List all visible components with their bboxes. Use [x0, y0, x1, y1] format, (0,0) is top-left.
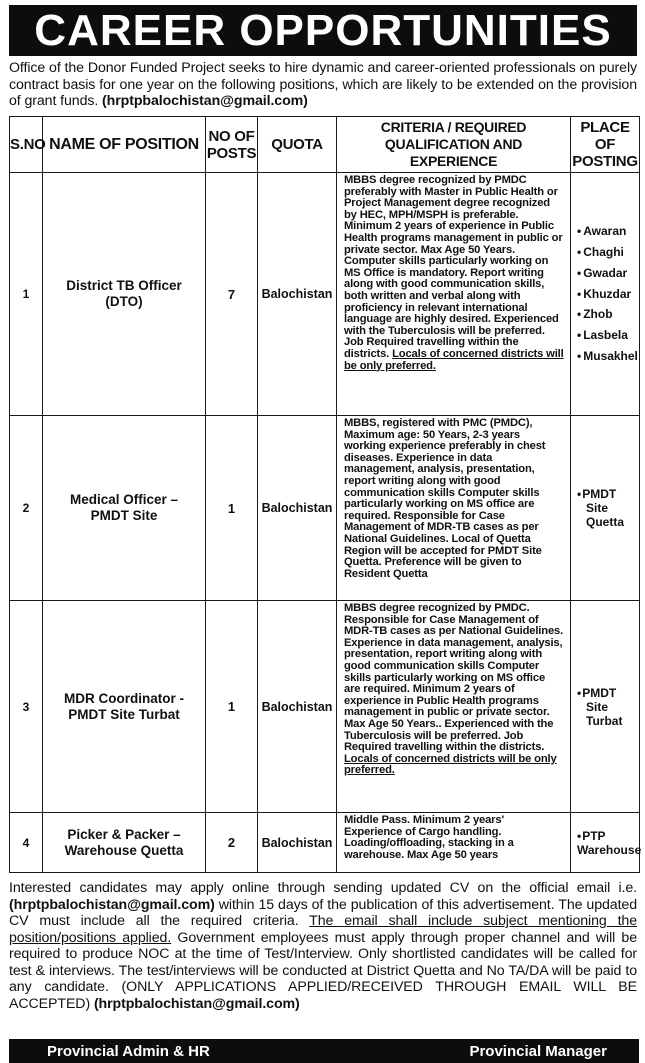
list-item: • Awaran	[577, 221, 639, 242]
row-position-name: MDR Coordinator -PMDT Site Turbat	[43, 601, 206, 813]
row-quota: Balochistan	[258, 813, 337, 873]
row-criteria	[337, 416, 571, 601]
place-list	[577, 221, 639, 367]
row-sno: 1	[10, 173, 43, 416]
criteria-underlined-text: Locals of concerned districts will be only preferred.	[344, 752, 557, 777]
criteria-text: MBBS, registered with PMC (PMDC), Maximum age: 50 Years, 2-3 years working experience preferably in chest diseases. Experience in data management, analysis, presentation, report writing along with good communication skills Computer skills particularly working on MS office are required. Responsible for Case Management of MDR-TB cases as per National Guidelines. Local of Quetta Region will be accepted for PMDT Site Quetta. Preference will be given to Resident Quetta	[344, 417, 546, 580]
row-place	[571, 416, 640, 601]
table-header-row	[10, 117, 640, 173]
row-criteria	[337, 813, 571, 873]
criteria-text: Middle Pass. Minimum 2 years' Experience of Cargo handling. Loading/offloading, stacking in a warehouse. Max Age 50 years	[344, 814, 514, 861]
list-item: • Lasbela	[577, 325, 639, 346]
row-place	[571, 173, 640, 416]
row-criteria	[337, 173, 571, 416]
row-quota: Balochistan	[258, 173, 337, 416]
closing-text-1: Interested candidates may apply online through sending updated CV on the official email i.e.	[9, 880, 637, 896]
intro-text: Office of the Donor Funded Project seeks to hire dynamic and career-oriented professionals on purely contract basis for one year on the following positions, which are likely to be extended on the provision of grant funds.	[9, 60, 637, 109]
page-title: CAREER OPPORTUNITIES	[9, 5, 637, 56]
place-block	[577, 686, 639, 728]
list-item: • Gwadar	[577, 263, 639, 284]
row-quota: Balochistan	[258, 601, 337, 813]
row-sno: 3	[10, 601, 43, 813]
place-line: •PMDT	[577, 487, 617, 501]
criteria-underlined-text: Locals of concerned districts will be only preferred.	[344, 347, 564, 372]
table-row	[10, 813, 640, 873]
place-line: •PTP	[577, 828, 606, 843]
header-criteria: CRITERIA / REQUIRED QUALIFICATION AND EXPERIENCE	[337, 117, 571, 173]
place-line-1: PMDT	[582, 487, 617, 501]
closing-underlined-text: The email shall include subject mentioning the position/positions applied.	[9, 913, 637, 946]
place-line-1: PTP	[582, 828, 606, 843]
place-line-2: Site	[586, 699, 609, 714]
row-position-name: Medical Officer – PMDT Site	[43, 416, 206, 601]
header-place: PLACE OF POSTING	[571, 117, 640, 173]
row-sno: 4	[10, 813, 43, 873]
row-posts: 2	[206, 813, 258, 873]
footer-right-signatory: Provincial Manager	[469, 1042, 607, 1060]
closing-paragraph	[9, 880, 637, 1012]
header-sno: S.NO	[10, 117, 43, 173]
table-row	[10, 173, 640, 416]
list-item: • Zhob	[577, 304, 639, 325]
header-posts: NO OF POSTS	[206, 117, 258, 173]
row-criteria	[337, 601, 571, 813]
row-position-name: Picker & Packer – Warehouse Quetta	[43, 813, 206, 873]
row-posts: 1	[206, 601, 258, 813]
list-item: • Musakhel	[577, 346, 639, 367]
row-sno: 2	[10, 416, 43, 601]
place-block	[577, 487, 639, 529]
criteria-text: MBBS degree recognized by PMDC. Responsible for Case Management of MDR-TB cases as per National Guidelines. Experience in data management, analysis, presentation, report writing along with good communication skills Computer skills particularly working on MS office are required. Minimum 2 years of experience in Public Health programs management in public or private sector. Max Age 50 Years.. Experienced with the Tuberculosis will be preferred. Job Required travelling within the districts.	[344, 602, 564, 754]
list-item: • Chaghi	[577, 242, 639, 263]
intro-email: (hrptpbalochistan@gmail.com)	[102, 93, 308, 109]
row-posts: 7	[206, 173, 258, 416]
place-block	[577, 828, 642, 857]
list-item: • Khuzdar	[577, 284, 639, 305]
row-place	[571, 601, 640, 813]
place-line-2: Warehouse	[577, 842, 642, 857]
row-quota: Balochistan	[258, 416, 337, 601]
header-name: NAME OF POSITION	[43, 117, 206, 173]
closing-text-3: Government employees must apply through proper channel and will be required to produce NOC at the time of Test/Interview. Only shortlisted candidates will be called for test & interviews. The test/interviews will be conducted at District Quetta and No TA/DA will be paid to any candidate. (ONLY APPLICATIONS APPLIED/RECEIVED THROUGH EMAIL WILL BE ACCEPTED)	[9, 929, 638, 1012]
closing-email-2: (hrptpbalochistan@gmail.com)	[93, 995, 300, 1012]
header-quota: QUOTA	[258, 117, 337, 173]
closing-text-2: within 15 days of the publication of this advertisement. The updated CV must include all the required criteria.	[9, 896, 638, 929]
positions-table	[9, 116, 640, 873]
closing-email-1: (hrptpbalochistan@gmail.com)	[9, 896, 215, 913]
place-line-3: Turbat	[586, 713, 623, 728]
intro-paragraph	[9, 60, 637, 110]
row-posts: 1	[206, 416, 258, 601]
place-line-3: Quetta	[586, 515, 625, 529]
place-line-1: PMDT	[582, 685, 617, 700]
row-position-name: District TB Officer (DTO)	[43, 173, 206, 416]
table-row	[10, 601, 640, 813]
row-place	[571, 813, 640, 873]
table-row	[10, 416, 640, 601]
place-line: •PMDT	[577, 685, 617, 700]
footer-left-signatory: Provincial Admin & HR	[47, 1042, 210, 1060]
footer-bar	[9, 1039, 639, 1063]
criteria-text: MBBS degree recognized by PMDC preferably with Master in Public Health or Project Management degree recognized by HEC, MPH/MSPH is preferable. Minimum 2 years of experience in Public Health programs management in public or private sector. Max Age 50 Years. Computer skills particularly working on MS Office is mandatory. Report writing along with good communication skills, both written and verbal along with proficiency in relevant international language are highly desired. Experienced with the Tuberculosis will be preferred. Job Required travelling within the districts.	[344, 174, 563, 360]
place-line-2: Site	[586, 501, 609, 515]
